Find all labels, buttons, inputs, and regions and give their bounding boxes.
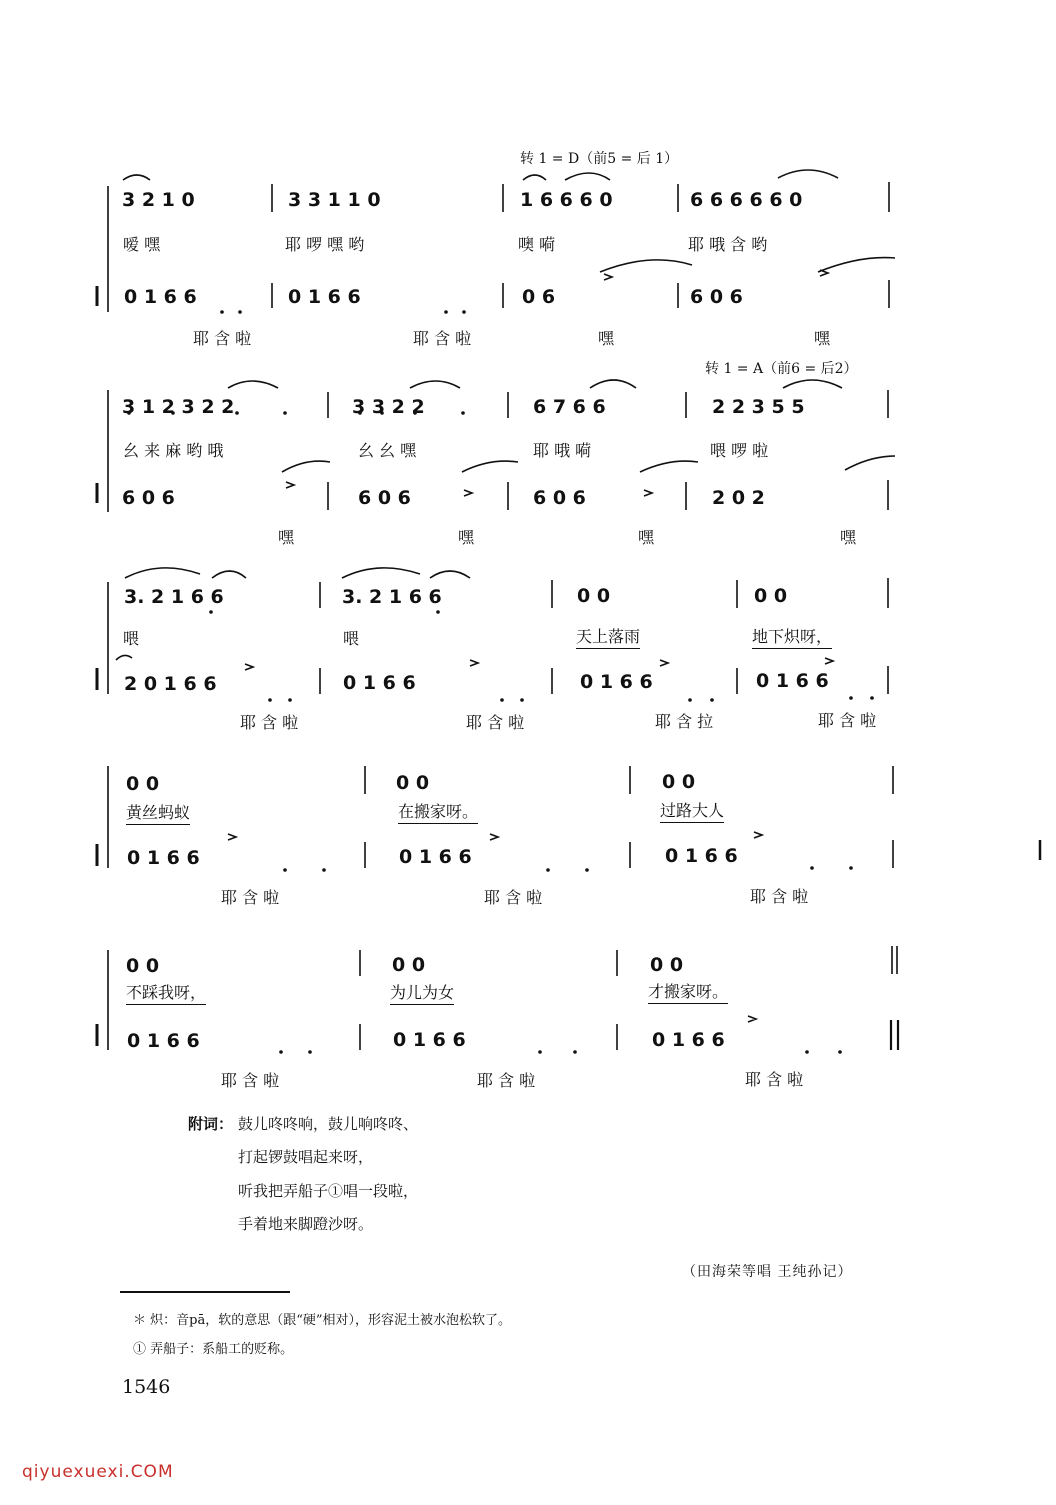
lyric: 耶 含 啦: [484, 888, 543, 907]
measure-note: 6 0 6: [122, 487, 175, 509]
lyric: 耶 含 啦: [477, 1071, 536, 1090]
page-number: 1546: [122, 1376, 171, 1398]
lyric: 嘿: [598, 329, 615, 348]
measure-note: 0 0: [650, 954, 684, 976]
measure-note: 2 0 2: [712, 487, 765, 509]
measure-note: 3. 2 1 6 6: [124, 586, 224, 608]
footnote: ＊ 炽：音pā，软的意思（跟“硬”相对），形容泥土被水泡松软了。: [133, 1313, 511, 1328]
lyric: 喂: [343, 629, 360, 648]
lyric: 耶 哦 嗬: [533, 441, 592, 460]
lyric: 耶 含 拉: [655, 712, 714, 731]
measure-note: 6 0 6: [358, 487, 411, 509]
measure-note: 0 1 6 6: [652, 1029, 725, 1051]
lyric: 喂 啰 啦: [710, 441, 769, 460]
measure-note: 0 0: [126, 773, 160, 795]
measure-note: 3. 2 1 6 6: [342, 586, 442, 608]
footnote: ① 弄船子：系船工的贬称。: [133, 1342, 294, 1357]
lyric-underlined: 才搬家呀。: [648, 979, 728, 1004]
lyric: 耶 含 啦: [413, 329, 472, 348]
lyric: 嘿: [278, 528, 295, 547]
lyric: 幺 来 麻 哟 哦: [123, 441, 224, 460]
measure-note: 2 0 1 6 6: [124, 673, 217, 695]
lyric: 耶 含 啦: [745, 1070, 804, 1089]
measure-note: 0 0: [126, 955, 160, 977]
appendix-line: 听我把弄船子①唱一段啦，: [238, 1182, 419, 1200]
measure-note: 0 1 6 6: [127, 1030, 200, 1052]
key-change-d: 转 1 = D（前5 = 后 1）: [520, 151, 679, 167]
measure-note: 6 0 6: [533, 487, 586, 509]
measure-note: 0 0: [662, 771, 696, 793]
lyric: 耶 啰 嘿 哟: [285, 235, 365, 254]
lyric: 嘿: [840, 528, 857, 547]
measure-note: 3 3 1 1 0: [288, 189, 381, 211]
lyric-underlined: 不踩我呀，: [126, 980, 206, 1005]
measure-note: 0 6: [522, 286, 556, 308]
lyric: 噢 嗬: [518, 235, 556, 254]
lyric: 耶 含 啦: [750, 887, 809, 906]
measure-note: 0 1 6 6: [756, 670, 829, 692]
lyric-underlined: 过路大人: [660, 798, 724, 823]
measure-note: 0 1 6 6: [393, 1029, 466, 1051]
lyric: 耶 含 啦: [193, 329, 252, 348]
measure-note: 0 1 6 6: [343, 672, 416, 694]
appendix-line: 鼓儿咚咚响，鼓儿响咚咚、: [238, 1115, 419, 1133]
lyric-underlined: 天上落雨: [576, 624, 640, 649]
measure-note: 0 0: [392, 954, 426, 976]
lyric: 耶 含 啦: [221, 1071, 280, 1090]
measure-note: 0 0: [396, 772, 430, 794]
lyric-underlined: 在搬家呀。: [398, 799, 478, 824]
lyric-underlined: 地下炽呀，: [752, 624, 832, 649]
measure-note: 6 6 6 6 6 0: [690, 189, 803, 211]
lyric: 耶 含 啦: [221, 888, 280, 907]
measure-note: 0 0: [577, 585, 611, 607]
appendix-line: 手着地来脚蹬沙呀。: [238, 1215, 374, 1233]
measure-note: 2 2 3 5 5: [712, 396, 805, 418]
measure-note: 3 1 2 3 2 2: [122, 396, 235, 418]
lyric: 耶 含 啦: [818, 711, 877, 730]
measure-note: 0 1 6 6: [288, 286, 361, 308]
key-change-a: 转 1 = A（前6 = 后2）: [705, 361, 858, 377]
measure-note: 3 3 2 2: [352, 396, 425, 418]
measure-note: 6 0 6: [690, 286, 743, 308]
measure-note: 0 0: [754, 585, 788, 607]
lyric-underlined: 为儿为女: [390, 980, 454, 1005]
lyric: 耶 含 啦: [466, 713, 525, 732]
measure-note: 0 1 6 6: [665, 845, 738, 867]
measure-note: 1 6 6 6 0: [520, 189, 613, 211]
lyric: 嗳 嘿: [123, 235, 161, 254]
measure-note: 0 1 6 6: [124, 286, 197, 308]
watermark: qiyuexuexi.COM: [22, 1462, 174, 1482]
credit: （田海荣等唱 王纯孙记）: [682, 1264, 853, 1280]
lyric: 耶 含 啦: [240, 713, 299, 732]
lyric: 嘿: [458, 528, 475, 547]
lyric: 幺 幺 嘿: [358, 441, 417, 460]
measure-note: 0 1 6 6: [399, 846, 472, 868]
appendix-label: 附词：: [188, 1115, 234, 1133]
appendix-line: 打起锣鼓唱起来呀，: [238, 1148, 374, 1166]
measure-note: 6 7 6 6: [533, 396, 606, 418]
measure-note: 0 1 6 6: [580, 671, 653, 693]
measure-note: 3 2 1 0: [122, 189, 195, 211]
lyric: 嘿: [814, 329, 831, 348]
lyric: 耶 哦 含 哟: [688, 235, 768, 254]
measure-note: 0 1 6 6: [127, 847, 200, 869]
lyric-underlined: 黄丝蚂蚁: [126, 800, 190, 825]
lyric: 喂: [123, 629, 140, 648]
lyric: 嘿: [638, 528, 655, 547]
